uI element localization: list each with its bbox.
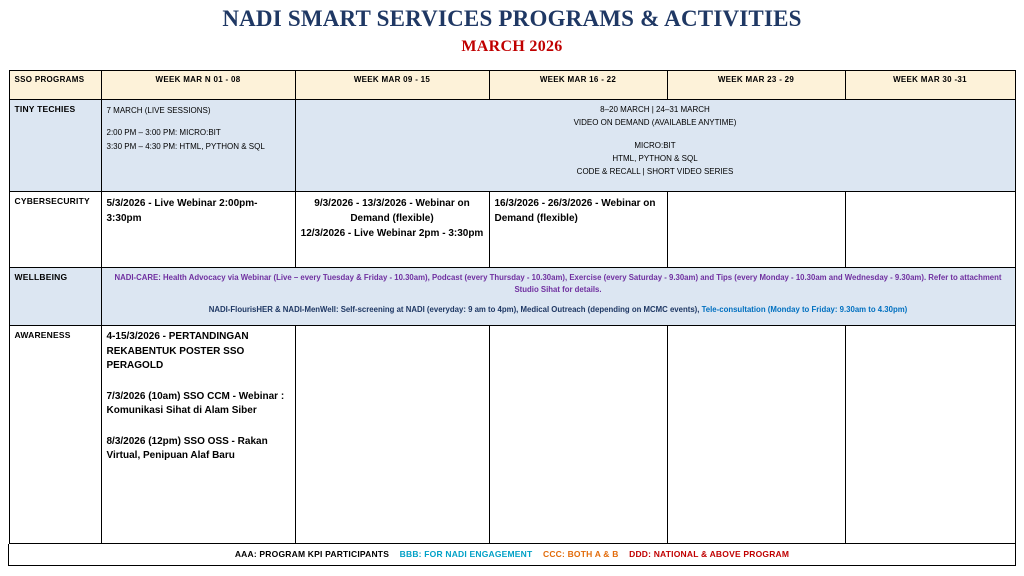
cell-wellbeing-all-weeks bbox=[101, 268, 1015, 326]
awareness-poster-contest: 4-15/3/2026 - PERTANDINGAN REKABENTUK POSTER SSO PERAGOLD bbox=[106, 331, 249, 372]
cell-tiny-techies-video-on-demand bbox=[295, 100, 1015, 192]
table-header-row bbox=[9, 71, 1015, 100]
wellbeing-flourisher-menwell bbox=[107, 304, 1010, 316]
column-header-week-2: WEEK MAR 09 - 15 bbox=[295, 71, 489, 100]
column-header-sso-programs: SSO PROGRAMS bbox=[9, 71, 101, 100]
column-header-week-3: WEEK MAR 16 - 22 bbox=[489, 71, 667, 100]
tiny-techies-html-time: 3:30 PM – 4:30 PM: HTML, PYTHON & SQL bbox=[106, 141, 265, 151]
awareness-sso-ccm: 7/3/2026 (10am) SSO CCM - Webinar : Komunikasi Sihat di Alam Siber bbox=[106, 390, 285, 417]
table-header bbox=[9, 71, 1015, 100]
row-label-tiny-techies: TINY TECHIES bbox=[9, 100, 101, 192]
table-row bbox=[9, 326, 1015, 544]
wellbeing-teleconsultation: Tele-consultation (Monday to Friday: 9.30am to 4.30pm) bbox=[701, 304, 908, 314]
page-subtitle: MARCH 2026 bbox=[461, 38, 563, 56]
page-title: NADI SMART SERVICES PROGRAMS & ACTIVITIES bbox=[222, 6, 802, 31]
legend-aaa: AAA: PROGRAM KPI PARTICIPANTS bbox=[234, 549, 390, 560]
row-label-awareness: AWARENESS bbox=[9, 326, 101, 544]
legend-bar bbox=[8, 544, 1016, 566]
cell-awareness-week-1 bbox=[101, 326, 295, 544]
cell-awareness-week-2 bbox=[295, 326, 489, 544]
table-row bbox=[9, 192, 1015, 268]
title-block bbox=[0, 0, 1024, 56]
row-label-wellbeing: WELLBEING bbox=[9, 268, 101, 326]
cell-cybersecurity-week-2 bbox=[295, 192, 489, 268]
cell-cybersecurity-week-5 bbox=[845, 192, 1015, 268]
cybersecurity-live-webinar: 12/3/2026 - Live Webinar 2pm - 3:30pm bbox=[300, 228, 484, 240]
tiny-techies-live-sessions: 7 MARCH (LIVE SESSIONS) bbox=[106, 106, 211, 116]
column-header-week-5: WEEK MAR 30 -31 bbox=[845, 71, 1015, 100]
cybersecurity-webinar-on-demand: 9/3/2026 - 13/3/2026 - Webinar on Demand (flexible) bbox=[314, 198, 470, 225]
column-header-week-4: WEEK MAR 23 - 29 bbox=[667, 71, 845, 100]
cell-cybersecurity-week-4 bbox=[667, 192, 845, 268]
tiny-techies-date-range: 8–20 MARCH | 24–31 MARCH bbox=[600, 105, 710, 115]
cell-awareness-week-4 bbox=[667, 326, 845, 544]
legend-bbb: BBB: FOR NADI ENGAGEMENT bbox=[399, 549, 533, 560]
legend-ccc: CCC: BOTH A & B bbox=[542, 549, 619, 560]
table-row bbox=[9, 268, 1015, 326]
tiny-techies-microbit: MICRO:BIT bbox=[634, 141, 676, 151]
column-header-week-1: WEEK MAR N 01 - 08 bbox=[101, 71, 295, 100]
tiny-techies-html-python-sql: HTML, PYTHON & SQL bbox=[612, 153, 698, 163]
table-row bbox=[9, 100, 1015, 192]
wellbeing-screening-text: NADI-FlourisHER & NADI-MenWell: Self-screening at NADI (everyday: 9 am to 4pm), Medical Outreach (depending on MCMC events), bbox=[208, 304, 702, 314]
cell-cybersecurity-week-1: 5/3/2026 - Live Webinar 2:00pm-3:30pm bbox=[101, 192, 295, 268]
cell-cybersecurity-week-3: 16/3/2026 - 26/3/2026 - Webinar on Demand (flexible) bbox=[489, 192, 667, 268]
cell-awareness-week-3 bbox=[489, 326, 667, 544]
row-label-cybersecurity: CYBERSECURITY bbox=[9, 192, 101, 268]
tiny-techies-vod-label: VIDEO ON DEMAND (AVAILABLE ANYTIME) bbox=[573, 118, 737, 128]
programs-table bbox=[9, 70, 1016, 544]
tiny-techies-microbit-time: 2:00 PM – 3:00 PM: MICRO:BIT bbox=[106, 128, 221, 138]
awareness-sso-oss: 8/3/2026 (12pm) SSO OSS - Rakan Virtual, Penipuan Alaf Baru bbox=[106, 435, 268, 462]
cell-awareness-week-5 bbox=[845, 326, 1015, 544]
tiny-techies-code-recall: CODE & RECALL | SHORT VIDEO SERIES bbox=[576, 166, 734, 176]
cell-tiny-techies-week-1 bbox=[101, 100, 295, 192]
legend-ddd: DDD: NATIONAL & ABOVE PROGRAM bbox=[629, 549, 790, 560]
wellbeing-nadi-care: NADI-CARE: Health Advocacy via Webinar (Live – every Tuesday & Friday - 10.30am), Podcast (every Thursday - 10.30am), Exercise (every Saturday - 9.30am) and Tips (every Monday - 10.30am and Wednesday - 9.30am). Refer to attachment Studio Sihat for details. bbox=[114, 273, 1002, 295]
